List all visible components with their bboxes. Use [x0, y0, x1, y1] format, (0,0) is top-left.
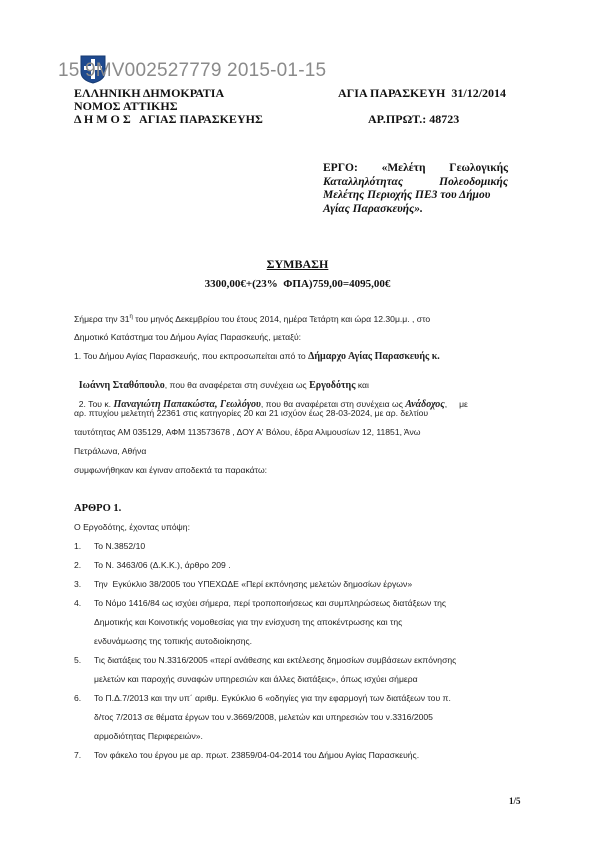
- list-number: 2.: [74, 560, 82, 570]
- list-text: μελετών και παροχής συναφών υπηρεσιών και άλλες διατάξεις», όπως ισχύει σήμερα: [94, 674, 418, 684]
- contractor-name: Παναγιώτη Παπακώστα, Γεωλόγου: [113, 399, 261, 410]
- intro-text: του μηνός Δεκεμβρίου του έτους 2014, ημέρα Τετάρτη και ώρα 12.30μ.μ. , στο: [132, 314, 431, 324]
- party-2-line-1: [74, 389, 468, 410]
- considerations-list: [74, 541, 514, 771]
- project-word: «Μελέτη: [381, 162, 426, 174]
- list-text: Το Νόμο 1416/84 ως ισχύει σήμερα, περί τροποποιήσεως και συμπληρώσεως διατάξεων της: [94, 598, 446, 608]
- article-intro: Ο Εργοδότης, έχοντας υπόψη:: [74, 522, 190, 532]
- party-text: 1. Του Δήμου Αγίας Παρασκευής, που εκπροσωπείται από το: [74, 351, 309, 361]
- party-2-line-2: αρ. πτυχίου μελετητή 22361 στις κατηγορίες 20 και 21 ισχύον έως 28-03-2024, με αρ. δελτίου: [74, 408, 429, 418]
- contract-amount: 3300,00€+(23% ΦΠΑ)759,00=4095,00€: [204, 278, 391, 290]
- project-word: Γεωλογικής: [449, 162, 508, 174]
- list-text: Το Ν. 3463/06 (Δ.Κ.Κ.), άρθρο 209 .: [94, 560, 231, 570]
- party-1-representative: Δήμαρχο Αγίας Παρασκευής κ.: [308, 351, 440, 362]
- list-text: Δημοτικής και Κοινοτικής νομοθεσίας για την ενίσχυση της αποκέντρωσης και της: [94, 617, 403, 627]
- contract-title: ΣΥΜΒΑΣΗ: [266, 257, 329, 271]
- project-word: Καταλληλότητας: [323, 175, 404, 188]
- party-2-line-3: ταυτότητας ΑΜ 035129, ΑΦΜ 113573678 , ΔΟΥ Α' Βόλου, έδρα Αλιμουσίων 12, 11851, Άνω: [74, 427, 421, 437]
- list-number: 4.: [74, 598, 82, 608]
- party-text: , που θα αναφέρεται στη συνέχεια ως: [260, 399, 406, 409]
- party-text: και: [355, 380, 369, 390]
- page-number: 1/5: [509, 796, 521, 806]
- header-municipality: Δ Η Μ Ο Σ ΑΓΙΑΣ ΠΑΡΑΣΚΕΥΗΣ: [74, 112, 263, 126]
- header-prefecture: ΝΟΜΟΣ ΑΤΤΙΚΗΣ: [74, 99, 178, 113]
- document-watermark: 15 9MV002527779 2015-01-15: [58, 60, 327, 81]
- party-text: 2. Του κ.: [78, 399, 114, 409]
- intro-line-1: [74, 314, 430, 324]
- employer-role: Εργοδότης: [309, 380, 356, 391]
- intro-text: Σήμερα την 31: [74, 314, 130, 324]
- party-1-line-2: [74, 370, 369, 391]
- header-date: ΑΓΙΑ ΠΑΡΑΣΚΕΥΗ 31/12/2014: [338, 86, 507, 100]
- intro-superscript: η: [129, 314, 133, 321]
- list-number: 5.: [74, 655, 82, 665]
- party-text: , με: [444, 399, 468, 409]
- list-text: ενδυνάμωσης της τοπικής αυτοδιοίκησης.: [94, 636, 253, 646]
- project-block: [323, 162, 508, 216]
- list-text: Την Εγκύκλιο 38/2005 του ΥΠΕΧΩΔΕ «Περί εκπόνησης μελετών δημοσίων έργων»: [94, 579, 413, 589]
- list-number: 6.: [74, 693, 82, 703]
- article-heading: ΑΡΘΡΟ 1.: [74, 503, 122, 514]
- list-text: Το Π.Δ.7/2013 και την υπ΄ αριθμ. Εγκύκλιο 6 «οδηγίες για την εφαρμογή των διατάξεων του π.: [94, 693, 451, 703]
- project-word: Πολεοδομικής: [439, 175, 508, 188]
- list-number: 7.: [74, 750, 82, 760]
- list-text: Τις διατάξεις του Ν.3316/2005 «περί ανάθεσης και εκτέλεσης δημοσίων συμβάσεων εκπόνησης: [94, 655, 457, 665]
- list-text: δ/τος 7/2013 σε θέματα έργων του ν.3669/2008, μελετών και υπηρεσιών του ν.3316/2005: [94, 712, 433, 722]
- project-line: Μελέτης Περιοχής ΠΕ3 του Δήμου: [323, 189, 491, 202]
- agreement-line: συμφωνήθηκαν και έγιναν αποδεκτά τα παρακάτω:: [74, 465, 268, 475]
- header-protocol-number: ΑΡ.ΠΡΩΤ.: 48723: [368, 112, 460, 126]
- party-1-line-1: [74, 351, 440, 362]
- header-republic: ΕΛΛΗΝΙΚΗ ΔΗΜΟΚΡΑΤΙΑ: [74, 86, 225, 100]
- list-text: Τον φάκελο του έργου με αρ. πρωτ. 23859/04-04-2014 του Δήμου Αγίας Παρασκευής.: [94, 750, 420, 760]
- list-number: 3.: [74, 579, 82, 589]
- party-2-line-4: Πετράλωνα, Αθήνα: [74, 446, 147, 456]
- mayor-name: Ιωάννη Σταθόπουλο: [78, 380, 165, 391]
- party-text: , που θα αναφέρεται στη συνέχεια ως: [164, 380, 310, 390]
- list-text: αρμοδιότητας Περιφερειών».: [94, 731, 203, 741]
- project-label: ΕΡΓΟ:: [323, 162, 358, 174]
- list-text: Το Ν.3852/10: [94, 541, 146, 551]
- intro-line-2: Δημοτικό Κατάστημα του Δήμου Αγίας Παρασκευής, μεταξύ:: [74, 332, 302, 342]
- list-number: 1.: [74, 541, 82, 551]
- project-line: Αγίας Παρασκευής».: [323, 202, 423, 215]
- contractor-role: Ανάδοχος: [405, 399, 445, 410]
